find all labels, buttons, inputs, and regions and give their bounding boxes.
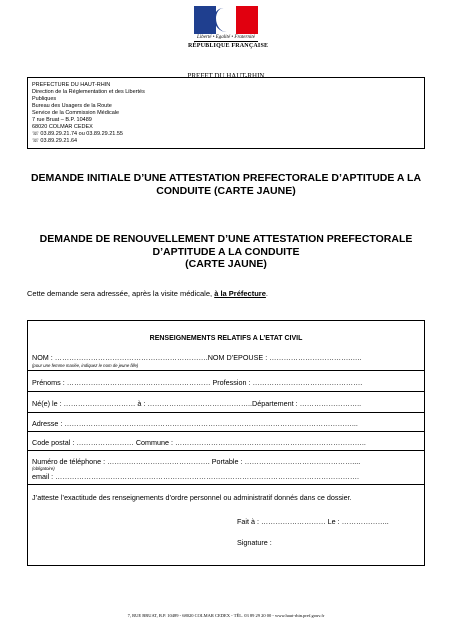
code-postal-field[interactable]: Code postal : …………………… Commune : …………………………………………………………………….. [32, 438, 366, 447]
flag-emblem [194, 6, 258, 34]
title-renewal-line: (CARTE JAUNE) [185, 258, 267, 270]
address-line: Service de la Commission Médicale [32, 110, 120, 116]
notice-emphasis: à la Préfecture [214, 289, 266, 298]
logo-motto: Liberté • Égalité • Fraternité [197, 35, 255, 40]
nom-field[interactable]: NOM : ……………………………………………………….NOM D’EPOUSE : …………………………….….. [32, 353, 362, 362]
address-lines [32, 82, 145, 145]
notice-text [27, 289, 268, 298]
divider [28, 450, 424, 451]
divider [28, 484, 424, 485]
attestation-text: J’atteste l’exactitude des renseignements d’ordre personnel ou administratif donnés dans ce dossier. [32, 493, 352, 502]
title-renewal-request [30, 233, 422, 271]
title-initial-request: DEMANDE INITIALE D’UNE ATTESTATION PREFECTORALE D’APTITUDE A LA CONDUITE (CARTE JAUNE) [30, 172, 422, 197]
fait-a-field[interactable]: Fait à : ……………………… Le : ……………….. [237, 517, 389, 526]
title-renewal-line: D’APTITUDE A LA CONDUITE [152, 245, 300, 258]
prenoms-field[interactable]: Prénoms : …………………………………………………… Profession : ………………………………………. [32, 378, 363, 387]
address-box [27, 77, 425, 149]
civil-status-form [27, 320, 425, 566]
adresse-field[interactable]: Adresse : …………………………………………………………………………………………………………... [32, 419, 358, 428]
divider [28, 412, 424, 413]
footer-address: 7, RUE BRUAT, B.P. 10489 - 68020 COLMAR CEDEX - TÉL. 03 89 29 20 00 - www.haut-rhin.pref.gouv.fr [127, 613, 325, 618]
logo-divider [194, 41, 258, 42]
obligatoire-hint: (obligatoire) [32, 466, 55, 471]
telephone-field[interactable]: Numéro de téléphone : ……………………………………. Portable : ……………………………………….... [32, 457, 361, 466]
address-line: 7 rue Bruat – B.P. 10489 [32, 117, 92, 123]
nom-hint: (pour une femme mariée, indiquez le nom de jeune fille) [32, 363, 139, 368]
address-line: Bureau des Usagers de la Route [32, 103, 112, 109]
address-phone: ☏ 03.89.29.21.74 ou 03.89.29.21.55 [32, 131, 123, 137]
address-line: 68020 COLMAR CEDEX [32, 124, 93, 130]
divider [28, 370, 424, 371]
birth-field[interactable]: Né(e) le : ………………………… à : ……………………………………..Département : …………………….. [32, 399, 362, 408]
address-fax: ☏ 03.89.29.21.64 [32, 138, 78, 144]
notice-end: . [265, 289, 268, 298]
marianne-logo [188, 6, 269, 49]
address-line: PREFECTURE DU HAUT-RHIN [32, 82, 111, 88]
title-renewal-line: DEMANDE DE RENOUVELLEMENT D’UNE ATTESTATION PREFECTORALE [39, 233, 413, 245]
divider [28, 391, 424, 392]
section-title: RENSEIGNEMENTS RELATIFS A L’ETAT CIVIL [149, 335, 303, 342]
divider [28, 431, 424, 432]
email-field[interactable]: email : ………………………………………………………………………………………………………………. [32, 472, 360, 481]
prefet-heading: PREFET DU HAUT-RHIN [187, 72, 265, 80]
notice-main: Cette demande sera adressée, après la visite médicale, [27, 289, 215, 298]
signature-field[interactable]: Signature : [237, 538, 272, 547]
republique-francaise-text: RÉPUBLIQUE FRANÇAISE [188, 43, 269, 49]
address-line: Direction de la Réglementation et des Libertés [32, 89, 145, 95]
address-line: Publiques [32, 96, 57, 102]
